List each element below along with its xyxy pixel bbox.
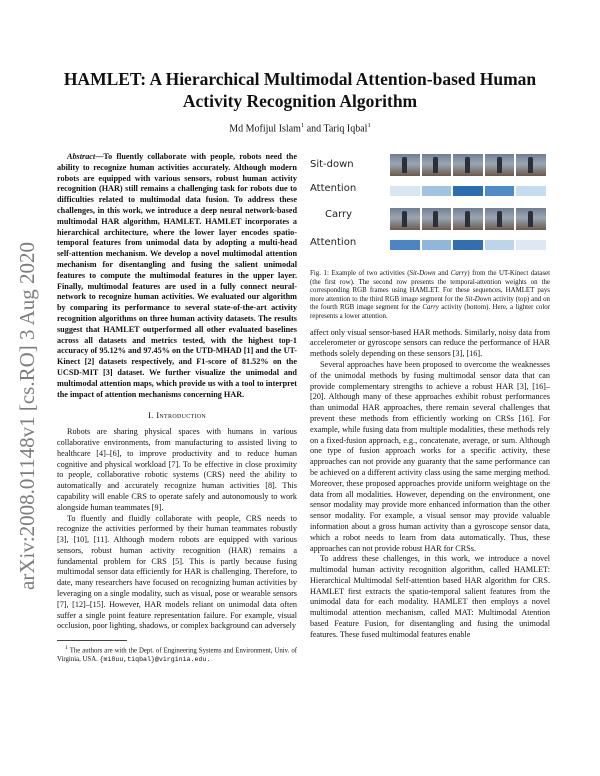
- arxiv-identifier-text: arXiv:2008.01148v1 [cs.RO] 3 Aug 2020: [15, 241, 39, 590]
- caption-italic: Sit-Down: [409, 270, 436, 277]
- right-paragraph-3: To address these challenges, in this work, we introduce a novel multimodal human activity recognition algorithm, called HAMLET: Hierarchical Multimodal Self-attention based HAR algorithm for CRS. HAMLET first extracts the spatio-temporal salient features from the unimodal data for each modality. HAMLET then employs a novel multimodal attention mechanism, called MAT: Multimodal Atention based Feature Fusion, for disentangling and fusing the unimodal features. These fused multimodal features enable: [310, 554, 550, 639]
- author-2: Tariq Iqbal: [323, 123, 368, 135]
- caption-text: activity (top) and on the fourth RGB image segment for the: [310, 295, 550, 312]
- person-silhouette: [528, 157, 533, 173]
- person-silhouette: [465, 157, 470, 173]
- right-paragraph-2: Several approaches have been proposed to overcome the weaknesses of the unimodal methods by fusing multimodal sensor data that can provide complementary strengths to achieve a robust HAR [3], [16]–[20]. Although many of these approaches exhibit robust performances than unimodal HAR approaches, there remain several challenges that prevent these methods from efficiently working on CRSs [16]. For example, while fusing data from multiple modalities, these methods rely on a fixed-fusion approach, e.g., concatenate, average, or sum. Although one type of fusion approach works for a specific activity, these approaches can not provide any guaranty that the same performance can be achieved on a different activity class using the same merging method. Moreover, these proposed approaches provide uniform weightage on the data from all modalities. However, depending on the environment, one sensor modality may provide more enhanced information than the other sensor modality. For example, a visual sensor may provide valuable information about a gross human activity than a gyroscope sensor data, which a robot needs to learn from data automatically. Thus, these approaches can not provide robust HAR for CRSs.: [310, 359, 550, 553]
- rgb-frame: [516, 154, 546, 176]
- abstract: [57, 152, 297, 400]
- person-silhouette: [528, 211, 533, 227]
- section-number: I.: [147, 410, 154, 421]
- attention-cell: [453, 240, 483, 250]
- sitdown-attention-heatmap: [390, 186, 546, 196]
- section-title: Introduction: [156, 410, 207, 421]
- paper-title: HAMLET: A Hierarchical Multimodal Attention-based Human Activity Recognition Algorithm: [63, 69, 537, 111]
- rgb-frame: [485, 154, 515, 176]
- carry-rgb-frames: [390, 208, 546, 230]
- figure-label-attention-bottom: Attention: [310, 237, 357, 248]
- rgb-frame: [390, 208, 420, 230]
- person-silhouette: [402, 157, 407, 173]
- rgb-frame: [485, 208, 515, 230]
- right-column: [310, 152, 550, 641]
- intro-paragraph-2: To fluently and fluidly collaborate with people, CRS needs to recognize the activities performed by their human teammates robustly [3], [10], [11]. Although modern robots are equipped with various sensors, robust human activity recognition (HAR) remains a fundamental problem for CRS [5]. This is partly because fusing multimodal sensor data efficiently for HAR is challenging. Therefore, to date, many researchers have focused on recognizing human activities by leveraging on a single modality, such as visual, pose or wearable sensors [7], [12]–[15]. However, HAR models reliant on unimodal data often suffer a single point feature representation failure. For example, visual occlusion, poor lighting, shadows, or complex background can adversely: [57, 513, 297, 631]
- author-1-affiliation: 1: [300, 122, 305, 129]
- section-heading-introduction: [57, 410, 297, 421]
- rgb-frame: [422, 154, 452, 176]
- caption-text: activity (bottom). Here, a lighter color represents a lower attention.: [310, 304, 550, 320]
- figure-label-sitdown: Sit-down: [310, 159, 354, 170]
- caption-italic: Carry: [450, 270, 468, 277]
- attention-cell: [453, 186, 483, 196]
- arxiv-identifier: [8, 180, 44, 600]
- author-1: Md Mofijul Islam: [229, 123, 301, 135]
- attention-cell: [422, 240, 452, 250]
- person-silhouette: [433, 211, 438, 227]
- intro-paragraph-1: Robots are sharing physical spaces with humans in various collaborative environments, from manufacturing to assisted living to healthcare [4]–[6], to improve productivity and to reduce human cognitive and physical workload [7]. To be effective in close proximity to people, collaborative robotic systems (CRS) need the ability to automatically and accurately recognize human activities [8]. This capability will enable CRS to operate safely and autonomously to work alongside human teammates [9].: [57, 427, 297, 512]
- rgb-frame: [516, 208, 546, 230]
- footnote-email: {mi8uu,tiqbal}@virginia.edu.: [99, 655, 211, 663]
- figure-1-caption: [310, 270, 550, 322]
- person-silhouette: [465, 211, 470, 227]
- author-2-affiliation: 1: [367, 122, 371, 129]
- rgb-frame: [390, 154, 420, 176]
- author-conjunction: and: [304, 123, 324, 135]
- figure-label-carry: Carry: [325, 209, 353, 220]
- footnote-text: The authors are with the Dept. of Engineering Systems and Environment, Univ. of Virginia, USA.: [57, 647, 297, 663]
- abstract-text: —To fluently collaborate with people, robots need the ability to recognize human activities accurately. Although modern robots are equipped with various sensors, robust human activity recognition (HAR) still remains a challenging task for robots due to difficulties related to multimodal data fusion. To address these challenges, in this work, we introduce a deep neural network-based multimodal HAR algorithm, HAMLET. HAMLET incorporates a hierarchical architecture, where the lower layer encodes spatio-temporal features from unimodal data by adopting a multi-head self-attention mechanism. We develop a novel multimodal attention mechanism for disentangling and fusing the salient unimodal features to compute the multimodal features in the upper layer. Finally, multimodal features are used in a fully connect neural-network to recognize human activities. We evaluated our algorithm by comparing its performance to several state-of-the-art activity recognition algorithms on three human activity datasets. The results suggest that HAMLET outperformed all other evaluated baselines across all datasets and metrics tested, with the highest top-1 accuracy of 95.12% and 97.45% on the UTD-MHAD [1] and the UT-Kinect [2] datasets respectively, and F1-score of 81.52% on the UCSD-MIT [3] dataset. We further visualize the unimodal and multimodal attention maps, which provide us with a tool to interpret the impact of attention mechanisms concerning HAR.: [57, 152, 297, 399]
- author-line: [60, 122, 540, 134]
- left-column: [57, 152, 297, 664]
- rgb-frame: [453, 154, 483, 176]
- footnote-mark: 1: [65, 645, 68, 652]
- figure-label-attention-top: Attention: [310, 183, 357, 194]
- person-silhouette: [497, 211, 502, 227]
- caption-text: and: [435, 270, 451, 277]
- attention-cell: [390, 186, 420, 196]
- figure-1: [310, 152, 550, 264]
- attention-cell: [485, 240, 515, 250]
- caption-italic: Sit-Down: [465, 295, 492, 303]
- arxiv-identifier-svg: [8, 180, 44, 600]
- abstract-lead: Abstract: [67, 152, 96, 161]
- footnote: [57, 644, 297, 664]
- footnote-divider: [57, 640, 127, 641]
- carry-attention-heatmap: [390, 240, 546, 250]
- rgb-frame: [422, 208, 452, 230]
- attention-cell: [516, 240, 546, 250]
- person-silhouette: [497, 157, 502, 173]
- sitdown-rgb-frames: [390, 154, 546, 176]
- person-silhouette: [433, 157, 438, 173]
- caption-text: Fig. 1: Example of two activities (: [310, 270, 410, 277]
- caption-text: ) from the UT-Kinect dataset (the first row). The second row presents the temporal-attention weights on the corresponding RGB frames using HAMLET. For these sequences, HAMLET pays more attention to the third RGB image segment for the: [310, 270, 550, 303]
- attention-cell: [390, 240, 420, 250]
- person-silhouette: [402, 211, 407, 227]
- attention-cell: [422, 186, 452, 196]
- right-paragraph-1: affect only visual sensor-based HAR methods. Similarly, noisy data from accelerometer or gyroscope sensors can reduce the performance of HAR methods solely depending on these sensors [3], [16].: [310, 327, 550, 359]
- caption-italic: Carry: [422, 304, 439, 312]
- attention-cell: [485, 186, 515, 196]
- rgb-frame: [453, 208, 483, 230]
- attention-cell: [516, 186, 546, 196]
